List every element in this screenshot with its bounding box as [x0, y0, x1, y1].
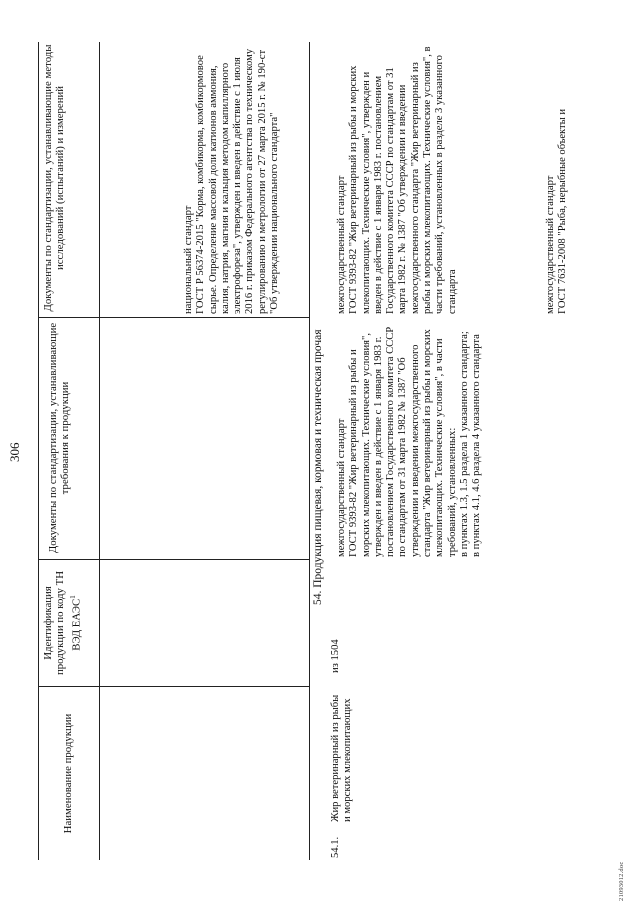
- methods-standard-type: межгосударственный стандарт: [336, 175, 347, 314]
- requirements-clause-1: в пунктах 1.3, 1.5 раздела 1 указанного стандарта;: [458, 331, 470, 557]
- row-methods-cell-1: [336, 40, 459, 314]
- continued-standard-type: национальный стандарт: [183, 205, 194, 314]
- row-number: 54.1.: [330, 836, 341, 858]
- page-number: 306: [7, 442, 22, 462]
- table-top-rule: [38, 42, 39, 860]
- continued-row-bottom-rule: [309, 42, 310, 860]
- header-tnved-code: [42, 563, 83, 683]
- row-requirements-cell: [336, 321, 484, 557]
- header-tnved-code-text: Идентификация продукции по коду ТН ВЭД ЕАЭС: [42, 570, 83, 676]
- requirements-standard-type: межгосударственный стандарт: [336, 418, 347, 557]
- methods-standard-text: ГОСТ 9393-82 "Жир ветеринарный из рыбы и морских млекопитающих. Технические условия", утвержден и введен в действие с 1 января 1983 г. постановлением Государственного комитета СССР по стандартам от 31 марта 1982 г. № 1387 "Об утверждении и введении межгосударственного стандарта "Жир ветеринарный из рыбы и морских млекопитающих. Технические условия", в части требований, установленных в разделе 3 указанного стандарта: [348, 46, 458, 314]
- header-bottom-rule: [99, 42, 100, 860]
- row-product-name: Жир ветеринарный из рыбы и морских млекопитающих: [330, 694, 354, 822]
- row-tnved-code: из 1504: [330, 639, 341, 673]
- header-requirements-docs: Документы по стандартизации, устанавливающие требования к продукции: [47, 322, 72, 554]
- document-id: 21093012.doc: [618, 861, 625, 901]
- header-methods-docs: Документы по стандартизации, устанавливающие методы исследований (испытаний) и измерений: [42, 44, 67, 312]
- section-title: 54. Продукция пищевая, кормовая и техническая прочая: [312, 329, 324, 605]
- col-divider-1: [38, 686, 310, 687]
- continued-methods-cell: [183, 40, 281, 314]
- col-divider-2: [38, 559, 310, 560]
- requirements-standard-text: ГОСТ 9393-82 "Жир ветеринарный из рыбы и морских млекопитающих. Технические условия", утвержден и введен в действие с 1 января 1983 г. постановлением Государственного комитета СССР по стандартам от 31 марта 1982 № 1387 "Об утверждении и введении межгосударственного стандарта "Жир ветеринарный из рыбы и морских млекопитающих. Технические условия", в части требований, установленных:: [348, 326, 458, 557]
- header-product-name: Наименование продукции: [62, 713, 74, 834]
- requirements-clause-2: в пунктах 4.1, 4.6 раздела 4 указанного стандарта: [471, 334, 483, 557]
- methods2-standard-type: межгосударственный стандарт: [545, 175, 556, 314]
- header-footnote-mark: 1: [68, 595, 77, 599]
- methods2-standard-text: ГОСТ 7631-2008 "Рыба, нерыбные объекты и: [557, 108, 569, 314]
- col-divider-3: [38, 317, 310, 318]
- continued-standard-text: ГОСТ Р 56374-2015 "Корма, комбикорма, комбикормовое сырье. Определение массовой доли катионов аммония, калия, натрия, магния и кальция методом капиллярного электрофореза", утвержден и введен в действие с 1 июля 2016 г. приказом Федерального агентства по техническому регулированию и метрологии от 27 марта 2015 г. № 190-ст "Об утверждении национального стандарта": [195, 48, 281, 314]
- row-methods-cell-2: [545, 40, 570, 314]
